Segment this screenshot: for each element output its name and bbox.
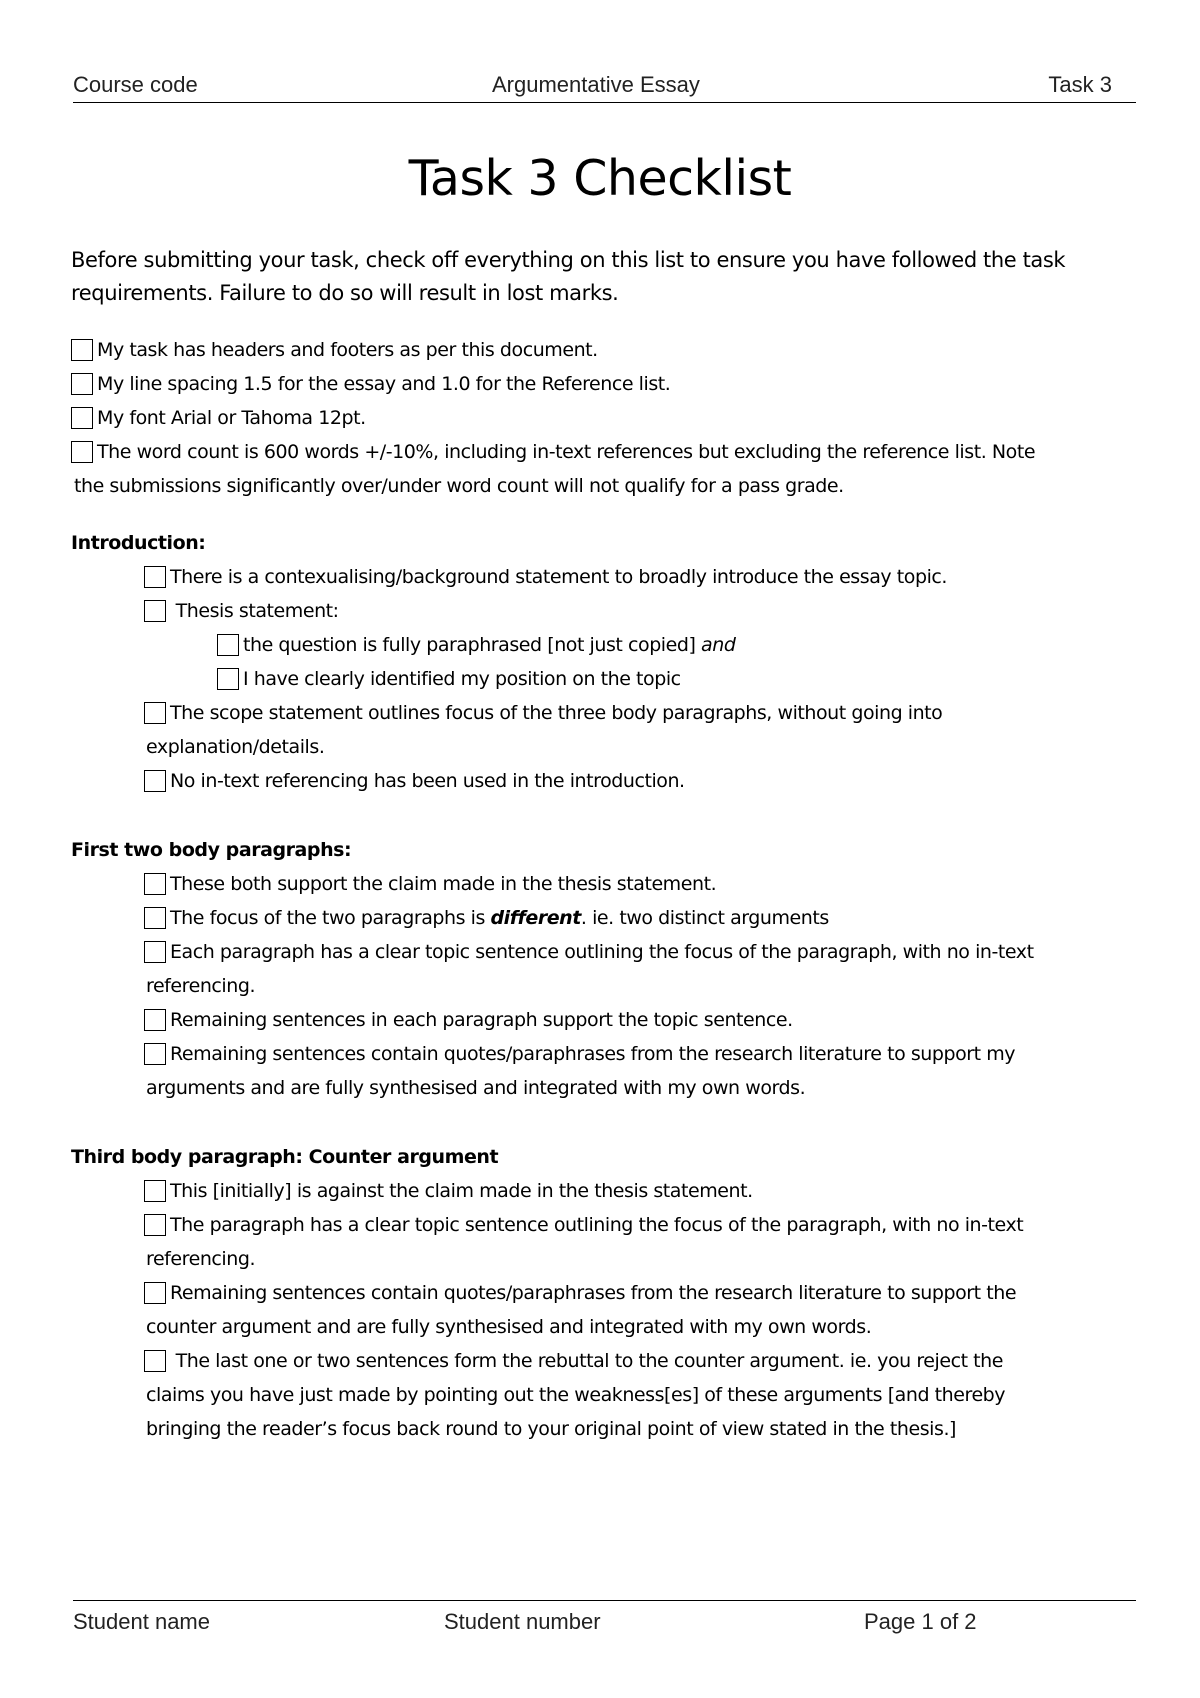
item-label: referencing. — [146, 1248, 256, 1270]
item-label: This [initially] is against the claim made in the thesis statement. — [170, 1180, 753, 1202]
checklist-item[interactable] — [71, 401, 366, 435]
section-heading-introduction: Introduction: — [71, 532, 206, 554]
checklist-item[interactable] — [144, 560, 947, 594]
item-continuation — [74, 469, 844, 503]
checklist-item[interactable] — [144, 935, 1034, 969]
checkbox[interactable] — [71, 339, 93, 361]
checklist-item[interactable] — [71, 435, 1035, 469]
item-continuation — [146, 1412, 956, 1446]
item-label: The word count is 600 words +/-10%, including in-text references but excluding the reference list. Note — [97, 441, 1036, 463]
footer-student-name: Student name — [73, 1609, 210, 1634]
checkbox[interactable] — [144, 873, 166, 895]
checkbox[interactable] — [144, 1043, 166, 1065]
item-label: My line spacing 1.5 for the essay and 1.0 for the Reference list. — [97, 373, 671, 395]
checklist-item[interactable] — [71, 333, 598, 367]
item-label: My task has headers and footers as per this document. — [97, 339, 598, 361]
checklist-item[interactable] — [71, 367, 670, 401]
checkbox[interactable] — [144, 566, 166, 588]
item-label: . ie. two distinct arguments — [580, 907, 829, 929]
checklist-item[interactable] — [144, 696, 942, 730]
checkbox[interactable] — [144, 1009, 166, 1031]
checkbox[interactable] — [71, 441, 93, 463]
item-label: The last one or two sentences form the rebuttal to the counter argument. ie. you reject the — [175, 1350, 1003, 1372]
item-label: arguments and are fully synthesised and integrated with my own words. — [146, 1077, 806, 1099]
checklist-item[interactable] — [144, 1276, 1016, 1310]
item-label: My font Arial or Tahoma 12pt. — [97, 407, 366, 429]
item-continuation — [146, 730, 324, 764]
header-essay-type: Argumentative Essay — [492, 72, 700, 97]
checklist-item[interactable] — [144, 764, 685, 798]
item-label: Each paragraph has a clear topic sentence outlining the focus of the paragraph, with no in-text — [170, 941, 1034, 963]
header-course-code: Course code — [73, 72, 198, 97]
item-label: counter argument and are fully synthesised and integrated with my own words. — [146, 1316, 872, 1338]
item-continuation — [146, 1242, 255, 1276]
page-title: Task 3 Checklist — [408, 150, 792, 207]
item-label: Thesis statement: — [175, 600, 339, 622]
checklist-item[interactable] — [144, 1174, 753, 1208]
checkbox[interactable] — [144, 1282, 166, 1304]
item-label: bringing the reader’s focus back round to your original point of view stated in the thesis.] — [146, 1418, 956, 1440]
checkbox[interactable] — [144, 941, 166, 963]
item-label: No in-text referencing has been used in the introduction. — [170, 770, 685, 792]
checklist-item[interactable] — [144, 1344, 1003, 1378]
footer-page-number: Page 1 of 2 — [864, 1609, 977, 1634]
checkbox[interactable] — [71, 373, 93, 395]
checklist-item[interactable] — [144, 1037, 1015, 1071]
checklist-item[interactable] — [144, 1208, 1023, 1242]
item-emphasis: different — [490, 907, 581, 929]
item-label: the question is fully paraphrased [not just copied] — [243, 634, 696, 656]
item-label: Remaining sentences contain quotes/paraphrases from the research literature to support my — [170, 1043, 1016, 1065]
checkbox[interactable] — [217, 634, 239, 656]
item-label: The scope statement outlines focus of the three body paragraphs, without going into — [170, 702, 943, 724]
checkbox[interactable] — [144, 1180, 166, 1202]
checkbox[interactable] — [144, 1214, 166, 1236]
item-label: Remaining sentences in each paragraph support the topic sentence. — [170, 1009, 793, 1031]
section-heading-counter-argument: Third body paragraph: Counter argument — [71, 1146, 499, 1168]
checkbox[interactable] — [144, 1350, 166, 1372]
section-heading-body: First two body paragraphs: — [71, 839, 352, 861]
checklist-item[interactable] — [144, 1003, 793, 1037]
item-label: explanation/details. — [146, 736, 325, 758]
item-label: Remaining sentences contain quotes/paraphrases from the research literature to support the — [170, 1282, 1017, 1304]
page-header — [73, 70, 1136, 103]
checklist-item[interactable] — [217, 628, 735, 662]
checkbox[interactable] — [144, 600, 166, 622]
checkbox[interactable] — [217, 668, 239, 690]
intro-paragraph: Before submitting your task, check off everything on this list to ensure you have followed the task requirements. Failure to do so will result in lost marks. — [71, 248, 1066, 305]
item-continuation — [146, 1378, 1005, 1412]
header-task-number: Task 3 — [1048, 72, 1112, 97]
item-label: the submissions significantly over/under word count will not qualify for a pass grade. — [74, 475, 844, 497]
item-label: The paragraph has a clear topic sentence outlining the focus of the paragraph, with no in-text — [170, 1214, 1024, 1236]
checkbox[interactable] — [144, 770, 166, 792]
checkbox[interactable] — [144, 702, 166, 724]
item-label: These both support the claim made in the thesis statement. — [170, 873, 717, 895]
item-label: claims you have just made by pointing out the weakness[es] of these arguments [and thereby — [146, 1384, 1006, 1406]
item-continuation — [146, 1310, 871, 1344]
item-label: I have clearly identified my position on the topic — [243, 668, 681, 690]
checklist-item[interactable] — [144, 901, 829, 935]
page-footer — [73, 1600, 1136, 1641]
item-continuation — [146, 969, 255, 1003]
item-label: referencing. — [146, 975, 256, 997]
checklist-item[interactable] — [217, 662, 681, 696]
checklist-item[interactable] — [144, 867, 716, 901]
footer-student-number: Student number — [444, 1609, 601, 1634]
item-emphasis: and — [701, 634, 736, 656]
item-label: The focus of the two paragraphs is — [170, 907, 485, 929]
item-label: There is a contexualising/background statement to broadly introduce the essay topic. — [170, 566, 947, 588]
checklist-item[interactable] — [144, 594, 339, 628]
checkbox[interactable] — [71, 407, 93, 429]
checkbox[interactable] — [144, 907, 166, 929]
item-continuation — [146, 1071, 805, 1105]
